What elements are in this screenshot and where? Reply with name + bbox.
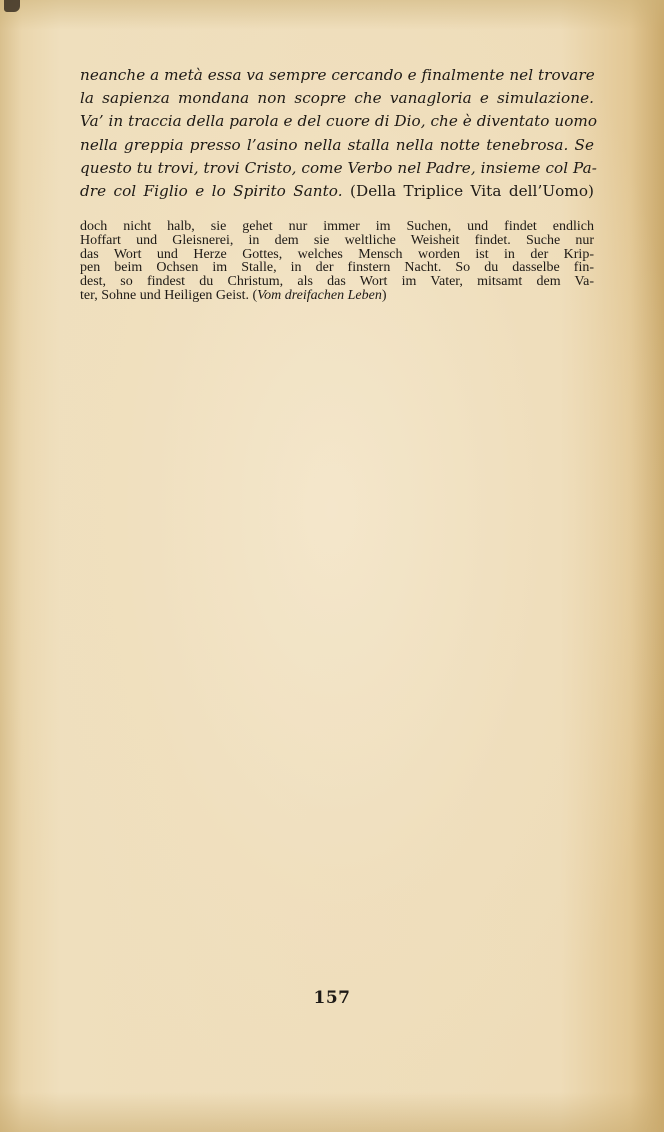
italian-line: questo tu trovi, trovi Cristo, come Verbo nel Padre, insieme col Pa- <box>80 158 597 177</box>
german-line: doch nicht halb, sie gehet nur immer im Suchen, und findet endlich <box>80 219 594 234</box>
italian-citation: (Della Triplice Vita dell’Uomo) <box>350 182 594 201</box>
german-line: dest, so findest du Christum, als das Wort im Vater, mitsamt dem Va- <box>80 274 594 290</box>
italian-last-italic: dre col Figlio e lo Spirito Santo. <box>80 182 343 201</box>
german-line: Hoffart und Gleisnerei, in dem sie weltliche Weisheit findet. Suche nur <box>80 232 594 248</box>
german-original-paragraph <box>80 220 594 303</box>
german-citation-close: ) <box>381 287 387 303</box>
german-line: das Wort und Herze Gottes, welches Mensch worden ist in der Krip- <box>80 246 594 262</box>
italian-line: Va’ in traccia della parola e del cuore di Dio, che è diventato uomo <box>80 112 598 131</box>
italian-line-last <box>80 180 594 203</box>
german-citation: Vom dreifachen Leben <box>257 287 382 303</box>
page-top-shading <box>0 0 664 30</box>
german-line: pen beim Ochsen im Stalle, in der finstern Nacht. So du dasselbe fin- <box>80 260 594 276</box>
italian-line: la sapienza mondana non scopre che vanagloria e simulazione. <box>80 89 594 108</box>
italian-translation-paragraph <box>80 64 598 203</box>
german-line-last <box>80 289 594 303</box>
italian-line: nella greppia presso l’asino nella stalla nella notte tenebrosa. Se <box>80 135 594 154</box>
page-number: 157 <box>313 988 351 1008</box>
ink-smudge <box>4 0 20 12</box>
page-bottom-shading <box>0 1092 664 1132</box>
italian-line: neanche a metà essa va sempre cercando e finalmente nel trovare <box>80 66 595 84</box>
german-last-roman: ter, Sohne und Heiligen Geist. ( <box>80 287 258 303</box>
